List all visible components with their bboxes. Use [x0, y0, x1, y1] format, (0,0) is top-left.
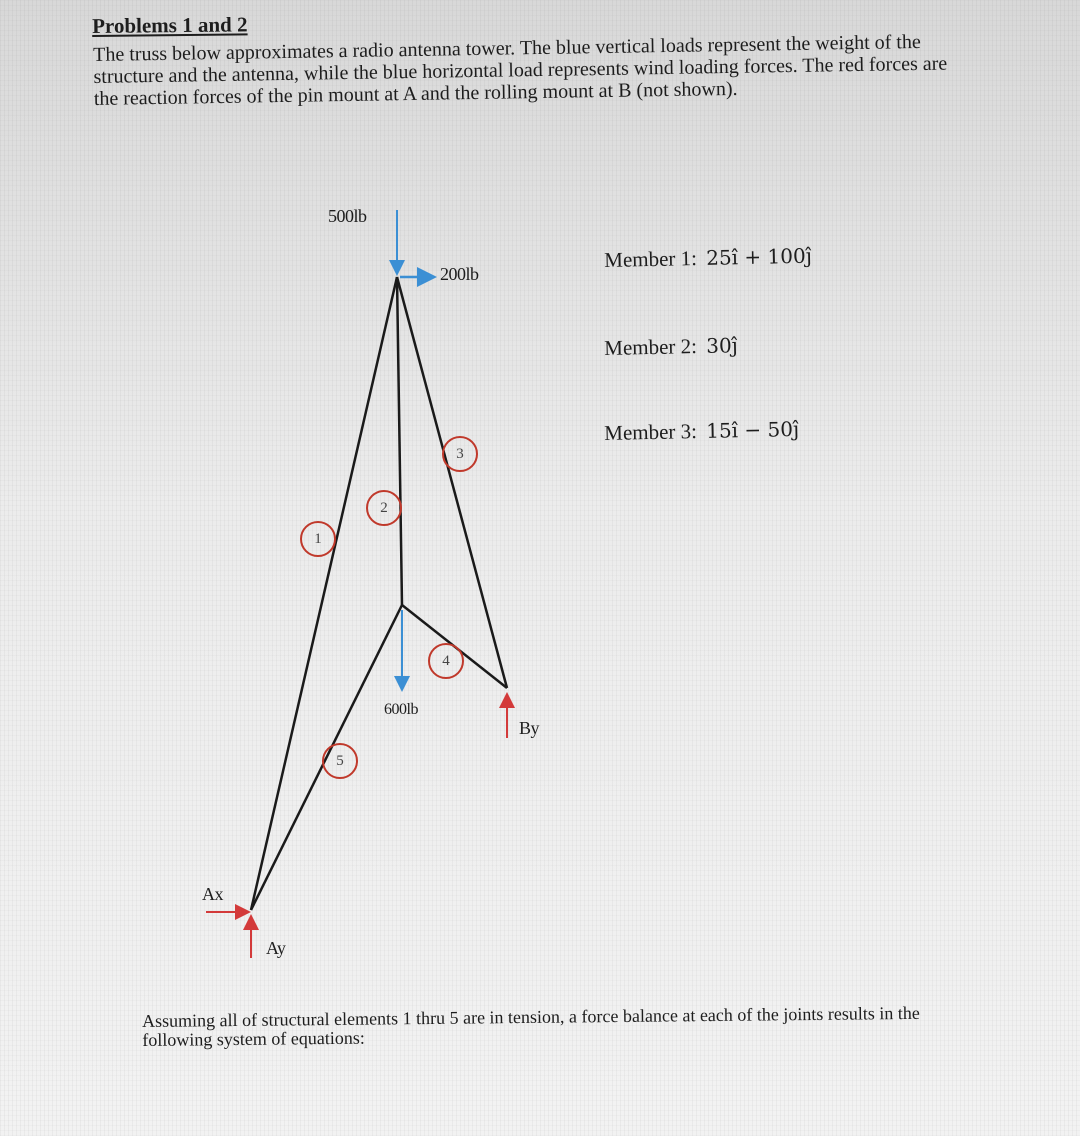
member-1-vector	[604, 244, 812, 273]
problem-heading: Problems 1 and 2	[92, 12, 248, 38]
member-3-vector	[604, 417, 799, 446]
member-number-4: 4	[428, 643, 464, 679]
member-1-label: Member 1:	[604, 246, 698, 272]
load-600lb-label: 600lb	[384, 701, 418, 718]
member-1-value: 25î + 100ĵ	[705, 243, 813, 270]
reaction-by-label: By	[519, 718, 540, 738]
reaction-ay-label: Ay	[266, 938, 286, 958]
member-2-value: 30ĵ	[705, 333, 739, 358]
member-2-line	[397, 277, 402, 605]
load-200lb-label: 200lb	[440, 264, 479, 284]
member-number-3: 3	[442, 436, 478, 472]
member-2-vector	[604, 333, 738, 361]
load-500lb-label: 500lb	[328, 206, 367, 226]
member-number-5: 5	[322, 743, 358, 779]
member-3-label: Member 3:	[604, 419, 698, 445]
member-3-value: 15î − 50ĵ	[705, 416, 800, 443]
member-2-label: Member 2:	[604, 334, 698, 360]
member-number-2: 2	[366, 490, 402, 526]
reaction-ax-label: Ax	[202, 884, 223, 904]
problem-description: The truss below approximates a radio antenna tower. The blue vertical loads represent the weight of the structure and the antenna, while the blue horizontal load represents wind loading forces. The red forces are the reaction forces of the pin mount at A and the rolling mount at B (not shown).	[93, 30, 948, 110]
member-1-line	[251, 277, 397, 910]
member-number-1: 1	[300, 521, 336, 557]
equations-intro: Assuming all of structural elements 1 thru 5 are in tension, a force balance at each of the joints results in the following system of equations:	[141, 1002, 920, 1050]
member-3-line	[397, 277, 507, 688]
